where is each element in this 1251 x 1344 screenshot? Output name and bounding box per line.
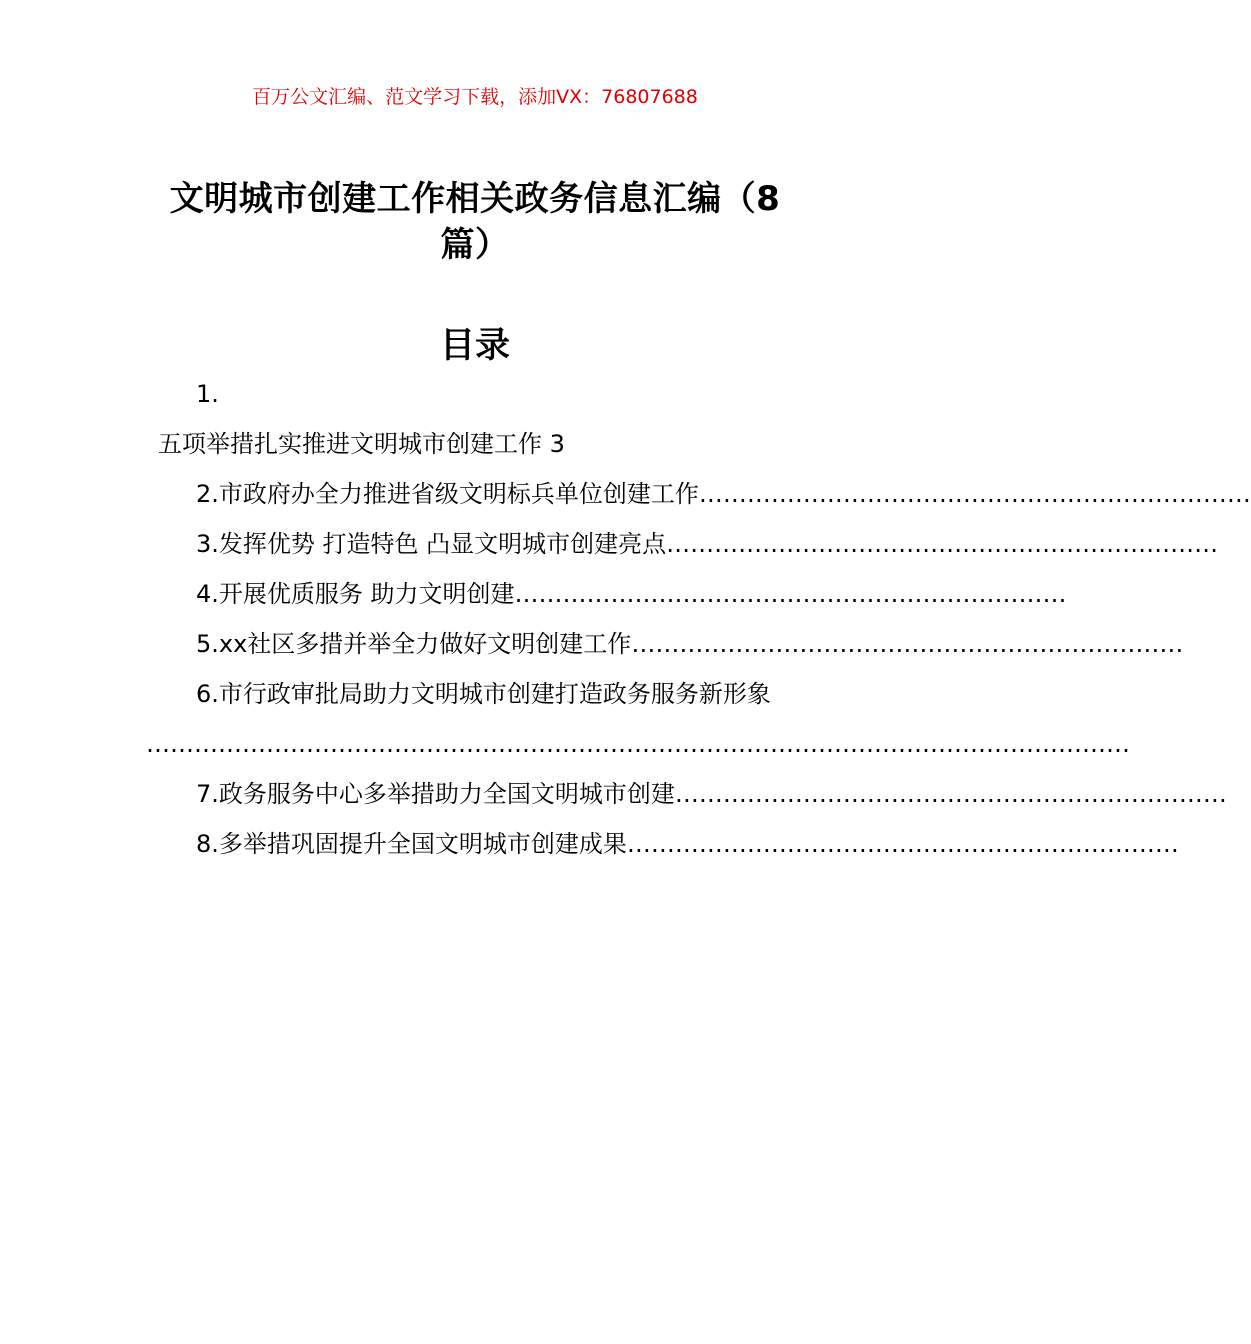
toc-leader-dots: …………………………………………………………… xyxy=(674,780,1227,808)
toc-item-1-text: 五项举措扎实推进文明城市创建工作 3 xyxy=(158,430,565,458)
toc-leader-dots: …………………………………………………………… xyxy=(626,830,1179,858)
toc-item-4 xyxy=(196,578,1067,610)
toc-item-label: 3.发挥优势 打造特色 凸显文明城市创建亮点 xyxy=(196,530,667,558)
toc-item-8 xyxy=(196,828,1179,860)
toc-heading: 目录 xyxy=(439,326,510,366)
toc-item-6: 6.市行政审批局助力文明城市创建打造政务服务新形象 xyxy=(196,680,771,708)
toc-item-label: 8.多举措巩固提升全国文明城市创建成果 xyxy=(196,830,627,858)
toc-item-6-leader-dots: …………………………………………………………………………………………………………… xyxy=(146,730,1130,758)
toc-item-7 xyxy=(196,778,1227,810)
toc-item-label: 4.开展优质服务 助力文明创建 xyxy=(196,580,515,608)
toc-item-1-number: 1. xyxy=(196,380,219,408)
toc-item-5 xyxy=(196,628,1184,660)
document-title: 文明城市创建工作相关政务信息汇编（8篇） xyxy=(169,179,781,265)
toc-item-2 xyxy=(196,478,1251,510)
toc-leader-dots: …………………………………………………………… xyxy=(514,580,1067,608)
toc-item-label: 2.市政府办全力推进省级文明标兵单位创建工作 xyxy=(196,480,699,508)
toc-item-3 xyxy=(196,528,1219,560)
toc-leader-dots: …………………………………………………………… xyxy=(666,530,1219,558)
toc-leader-dots: …………………………………………………………… xyxy=(698,480,1251,508)
toc-leader-dots: …………………………………………………………… xyxy=(631,630,1184,658)
toc-item-label: 5.xx社区多措并举全力做好文明创建工作 xyxy=(196,630,632,658)
toc-item-label: 7.政务服务中心多举措助力全国文明城市创建 xyxy=(196,780,675,808)
header-watermark-note: 百万公文汇编、范文学习下载，添加VX：76807688 xyxy=(252,86,698,108)
